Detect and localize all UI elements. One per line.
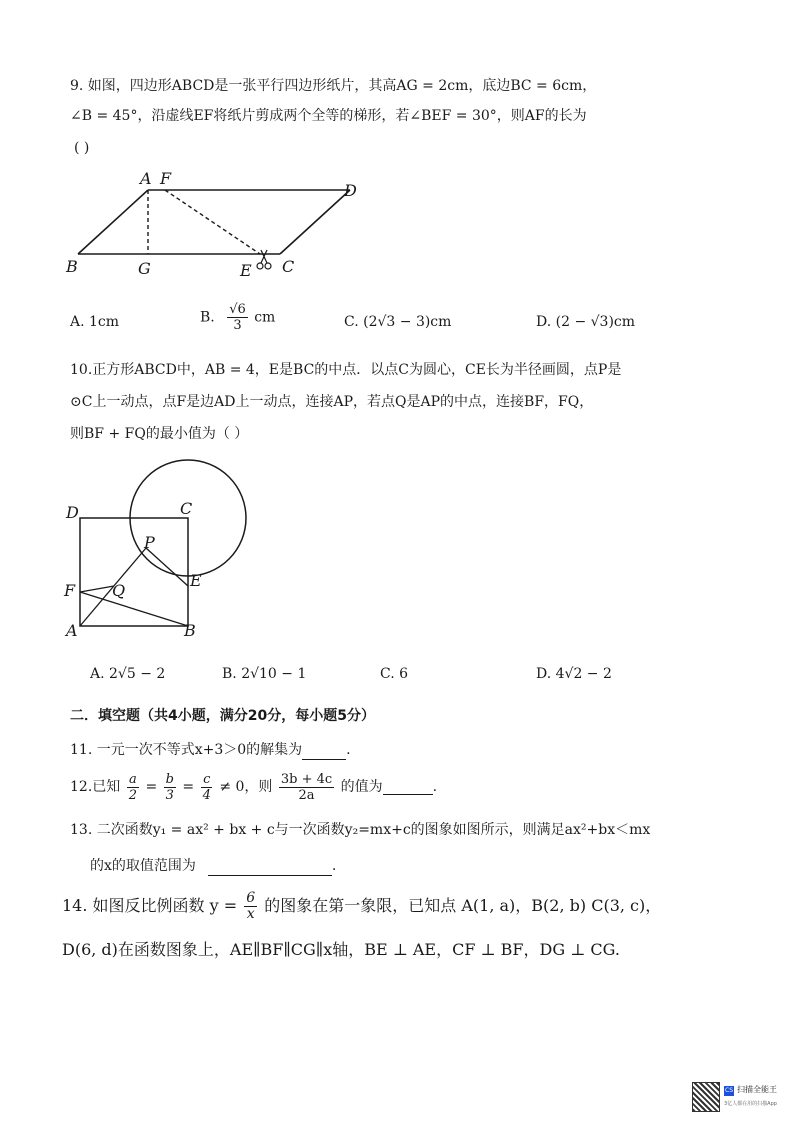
q14-prefix: 14. 如图反比例函数 y = — [62, 896, 238, 915]
q12-answer-blank[interactable] — [383, 780, 433, 795]
q10-option-d: D. 4√2 − 2 — [536, 666, 612, 682]
q10-square-circle-figure — [56, 456, 266, 646]
q14-line1 — [62, 886, 661, 926]
q9-label-e: E — [240, 261, 252, 278]
q12-suffix: 的值为 — [340, 779, 383, 795]
q10-label-q: Q — [112, 581, 126, 600]
q13-line2 — [90, 856, 336, 876]
q9-label-f: F — [160, 169, 172, 188]
q13-line2-text: 的x的取值范围为 — [90, 858, 196, 874]
q12-f3-num: c — [203, 771, 211, 787]
q10-line1: 10.正方形ABCD中，AB = 4，E是BC的中点．以点C为圆心，CE长为半径画圆，点P是 — [70, 362, 622, 378]
q12-f2-num: b — [165, 771, 174, 787]
q9-edge-ab — [78, 190, 148, 254]
q14-line1-rest: 的图象在第一象限，已知点 A(1, a)，B(2, b) C(3, c)， — [264, 896, 662, 915]
q11-end: . — [346, 742, 351, 758]
q9-parallelogram-figure — [60, 168, 380, 278]
q14-f-num: 6 — [246, 890, 256, 906]
q9-label-b: B — [66, 257, 78, 276]
q14-line2: D(6, d)在函数图象上，AE∥BF∥CG∥x轴，BE ⊥ AE，CF ⊥ BF，DG ⊥ CG. — [62, 940, 620, 959]
q10-option-c: C. 6 — [380, 666, 409, 682]
q9-line2: ∠B = 45°，沿虚线EF将纸片剪成两个全等的梯形，若∠BEF = 30°，则AF的长为 — [70, 108, 587, 124]
q11-line — [70, 740, 351, 760]
q10-label-f: F — [64, 581, 76, 600]
q12-neq: ≠ 0，则 — [219, 779, 273, 795]
q12-f3-den: 4 — [202, 787, 211, 803]
q12-eq1: = — [145, 779, 158, 795]
q9-option-d: D. (2 − √3)cm — [536, 314, 636, 330]
scanner-logo-icon: CS — [725, 1087, 733, 1094]
q10-label-e: E — [190, 571, 202, 590]
q10-option-a: A. 2√5 − 2 — [90, 666, 166, 682]
q9-cut-ef — [165, 190, 260, 254]
q9-answer-paren: ( ) — [74, 140, 90, 156]
q9-option-a: A. 1cm — [70, 314, 120, 330]
q9-line1: 9. 如图，四边形ABCD是一张平行四边形纸片，其高AG = 2cm，底边BC = 6cm， — [70, 78, 597, 94]
q12-f4-num: 3b + 4c — [280, 771, 333, 787]
q10-option-b: B. 2√10 − 1 — [222, 666, 307, 682]
q9-option-c: C. (2√3 − 3)cm — [344, 314, 452, 330]
watermark-title: 扫描全能王 — [737, 1085, 777, 1094]
scanner-watermark — [692, 1080, 790, 1114]
q9-option-b-unit: cm — [254, 309, 276, 326]
q12-prefix: 12.已知 — [70, 779, 121, 795]
q9-label-g: G — [138, 259, 151, 278]
q13-answer-blank[interactable] — [208, 861, 332, 876]
q9-option-b — [200, 302, 275, 333]
qr-code-icon — [692, 1082, 720, 1112]
q9-option-b-prefix: B. — [200, 309, 215, 326]
q12-end: . — [432, 779, 438, 795]
q10-label-c: C — [180, 499, 193, 518]
q14-f-den: x — [246, 906, 255, 922]
q9-label-d: D — [344, 181, 357, 200]
q12-f2-den: 3 — [165, 787, 174, 803]
q9-label-a: A — [140, 169, 152, 188]
q10-label-d: D — [66, 503, 79, 522]
q9-option-b-num: √6 — [229, 302, 246, 317]
q11-answer-blank[interactable] — [302, 745, 346, 760]
q10-label-p: P — [144, 533, 155, 552]
q13-end: . — [331, 858, 337, 874]
watermark-subtitle: 3亿人都在用的扫描App — [724, 1101, 777, 1107]
q9-option-b-den: 3 — [233, 318, 242, 333]
q9-edge-cd — [280, 190, 350, 254]
q10-line3: 则BF + FQ的最小值为（ ） — [70, 426, 249, 442]
q13-line1: 13. 二次函数y₁ = ax² + bx + c与一次函数y₂=mx+c的图象如图所示，则满足ax²+bx＜mx — [70, 822, 651, 838]
q12-f1-den: 2 — [128, 787, 137, 803]
q10-segment-fb — [80, 592, 188, 626]
q10-label-a: A — [66, 621, 78, 640]
q10-label-b: B — [184, 621, 196, 640]
q9-label-c: C — [282, 257, 295, 276]
q12-f1-num: a — [128, 771, 137, 787]
q12-f4-den: 2a — [298, 787, 315, 803]
q10-segment-pb — [146, 548, 188, 586]
q10-line2: ⊙C上一动点，点F是边AD上一动点，连接AP，若点Q是AP的中点，连接BF，FQ， — [70, 394, 594, 410]
section-2-heading: 二．填空题（共4小题，满分20分，每小题5分） — [70, 708, 375, 724]
q11-text: 11. 一元一次不等式x+3＞0的解集为 — [70, 742, 303, 758]
q12-eq2: = — [182, 779, 195, 795]
q12-line — [70, 770, 437, 804]
